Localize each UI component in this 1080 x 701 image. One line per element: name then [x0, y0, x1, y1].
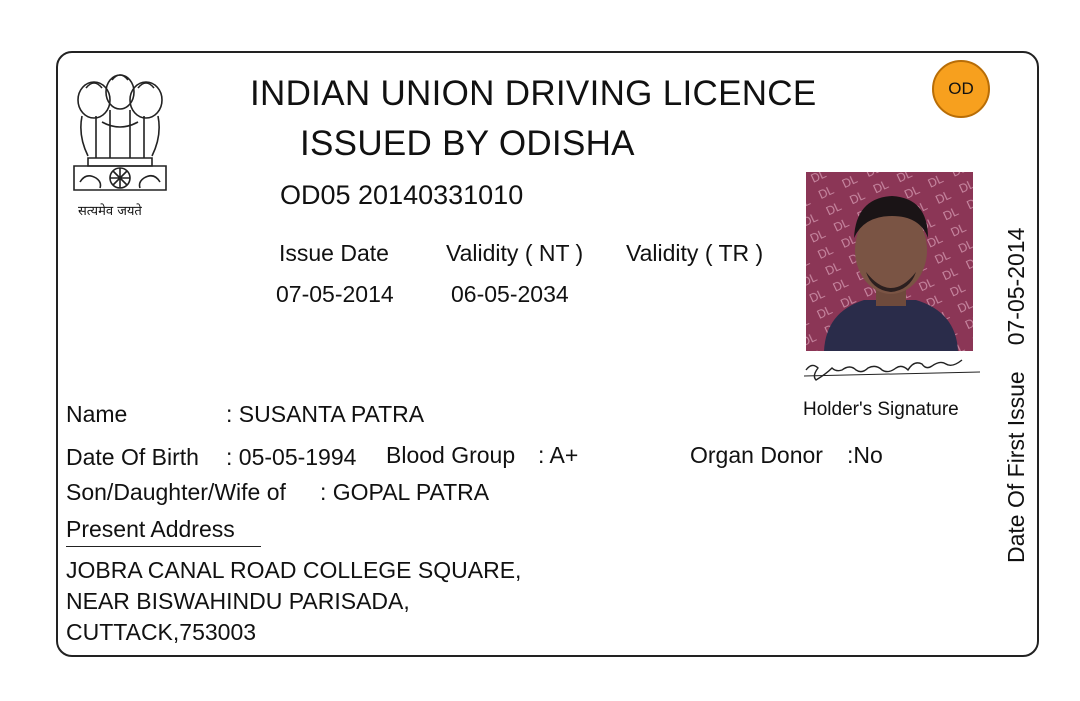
organ-donor-label: Organ Donor	[690, 442, 823, 468]
validity-tr-label: Validity ( TR )	[626, 240, 764, 266]
name-value: : SUSANTA PATRA	[226, 401, 425, 427]
blood-group-value: : A+	[538, 442, 579, 468]
address-line-3: CUTTACK,753003	[66, 619, 257, 645]
first-issue-value: 07-05-2014	[1003, 227, 1029, 346]
issue-date-value: 07-05-2014	[276, 281, 394, 307]
validity-nt-value: 06-05-2034	[451, 281, 569, 307]
emblem-motto: सत्यमेव जयते	[78, 204, 142, 219]
relation-label: Son/Daughter/Wife of	[66, 479, 286, 505]
holder-signature	[800, 356, 985, 386]
dob-label: Date Of Birth	[66, 444, 199, 470]
first-issue-block	[1003, 228, 1030, 563]
signature-label: Holder's Signature	[803, 399, 959, 420]
state-code: OD	[948, 79, 974, 98]
state-code-badge	[932, 60, 990, 118]
national-emblem-icon	[66, 66, 174, 196]
dob-value: : 05-05-1994	[226, 444, 357, 470]
card-subtitle: ISSUED BY ODISHA	[300, 124, 635, 163]
blood-group-label: Blood Group	[386, 442, 516, 468]
organ-donor-value: :No	[847, 442, 883, 468]
validity-nt-label: Validity ( NT )	[446, 240, 584, 266]
card-title: INDIAN UNION DRIVING LICENCE	[250, 74, 817, 113]
relation-value: : GOPAL PATRA	[320, 479, 490, 505]
address-line-1: JOBRA CANAL ROAD COLLEGE SQUARE,	[66, 557, 522, 583]
issue-date-label: Issue Date	[279, 240, 389, 266]
first-issue-label: Date Of First Issue	[1003, 371, 1029, 563]
licence-number: OD05 20140331010	[280, 180, 524, 210]
address-heading: Present Address	[66, 516, 261, 547]
name-label: Name	[66, 401, 128, 427]
holder-photo	[806, 172, 973, 351]
address-line-2: NEAR BISWAHINDU PARISADA,	[66, 588, 410, 614]
